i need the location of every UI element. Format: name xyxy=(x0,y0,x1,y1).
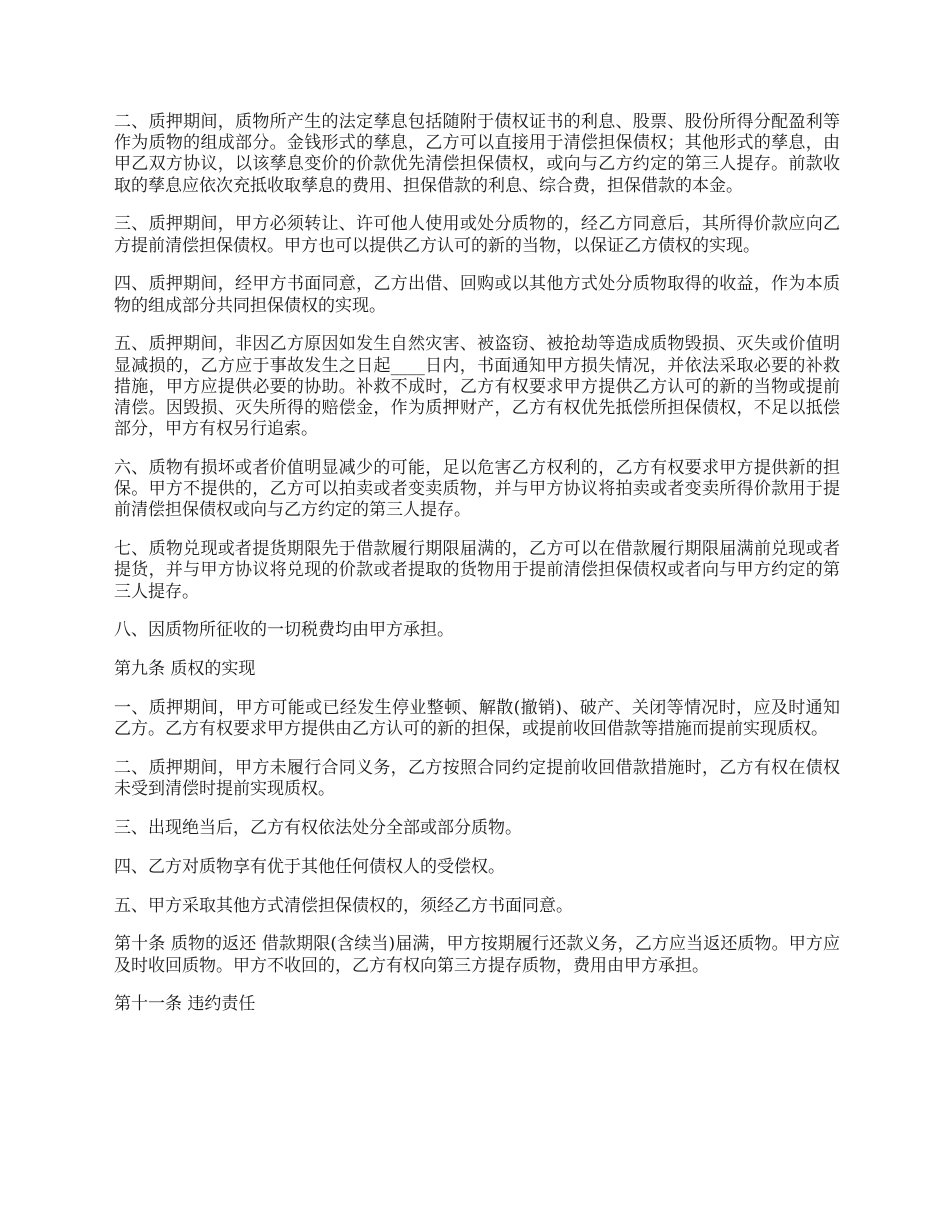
article-9-item-1: 一、质押期间，甲方可能或已经发生停业整顿、解散(撤销)、破产、关闭等情况时，应及时通知乙方。乙方有权要求甲方提供由乙方认可的新的担保，或提前收回借款等措施而提前实现质权。 xyxy=(114,698,840,740)
article-9-heading: 第九条 质权的实现 xyxy=(114,659,256,680)
article-9-item-5: 五、甲方采取其他方式清偿担保债权的，须经乙方书面同意。 xyxy=(114,895,573,916)
article-11-heading: 第十一条 违约责任 xyxy=(114,994,256,1015)
article-9-item-4: 四、乙方对质物享有优于其他任何债权人的受偿权。 xyxy=(114,856,505,877)
article-9-item-3: 三、出现绝当后，乙方有权依法处分全部或部分质物。 xyxy=(114,818,522,839)
clause-5-damage-loss: 五、质押期间，非因乙方原因如发生自然灾害、被盗窃、被抢劫等造成质物毁损、灭失或价值明显减损的，乙方应于事故发生之日起____日内，书面通知甲方损失情况，并依法采取必要的补救措施，甲方应提供必要的协助。补救不成时，乙方有权要求甲方提供乙方认可的新的当物或提前清偿。因毁损、灭失所得的赔偿金，作为质押财产，乙方有权优先抵偿所担保债权，不足以抵偿部分，甲方有权另行追索。 xyxy=(114,334,840,440)
clause-7-early-redemption: 七、质物兑现或者提货期限先于借款履行期限届满的，乙方可以在借款履行期限届满前兑现或者提货，并与甲方协议将兑现的价款或者提取的货物用于提前清偿担保债权或者向与甲方约定的第三人提存。 xyxy=(114,539,840,602)
clause-6-value-decrease: 六、质物有损坏或者价值明显减少的可能，足以危害乙方权利的，乙方有权要求甲方提供新的担保。甲方不提供的，乙方可以拍卖或者变卖质物，并与甲方协议将拍卖或者变卖所得价款用于提前清偿担保债权或向与乙方约定的第三人提存。 xyxy=(114,458,840,521)
clause-8-taxes: 八、因质物所征收的一切税费均由甲方承担。 xyxy=(114,620,454,641)
article-10-return-of-pledge: 第十条 质物的返还 借款期限(含续当)届满，甲方按期履行还款义务，乙方应当返还质物。甲方应及时收回质物。甲方不收回的，乙方有权向第三方提存质物，费用由甲方承担。 xyxy=(114,934,840,976)
clause-3-transfer-of-pledge: 三、质押期间，甲方必须转让、许可他人使用或处分质物的，经乙方同意后，其所得价款应向乙方提前清偿担保债权。甲方也可以提供乙方认可的新的当物，以保证乙方债权的实现。 xyxy=(114,214,840,256)
article-9-item-2: 二、质押期间，甲方未履行合同义务，乙方按照合同约定提前收回借款措施时，乙方有权在债权未受到清偿时提前实现质权。 xyxy=(114,758,840,800)
document-page xyxy=(114,112,840,1033)
clause-2-pledge-fruits: 二、质押期间，质物所产生的法定孳息包括随附于债权证书的利息、股票、股份所得分配盈利等作为质物的组成部分。金钱形式的孳息，乙方可以直接用于清偿担保债权；其他形式的孳息，由甲乙双方协议，以该孳息变价的价款优先清偿担保债权，或向与乙方约定的第三人提存。前款收取的孳息应依次充抵收取孳息的费用、担保借款的利息、综合费，担保借款的本金。 xyxy=(114,112,840,196)
clause-4-disposal-income: 四、质押期间，经甲方书面同意，乙方出借、回购或以其他方式处分质物取得的收益，作为本质物的组成部分共同担保债权的实现。 xyxy=(114,274,840,316)
